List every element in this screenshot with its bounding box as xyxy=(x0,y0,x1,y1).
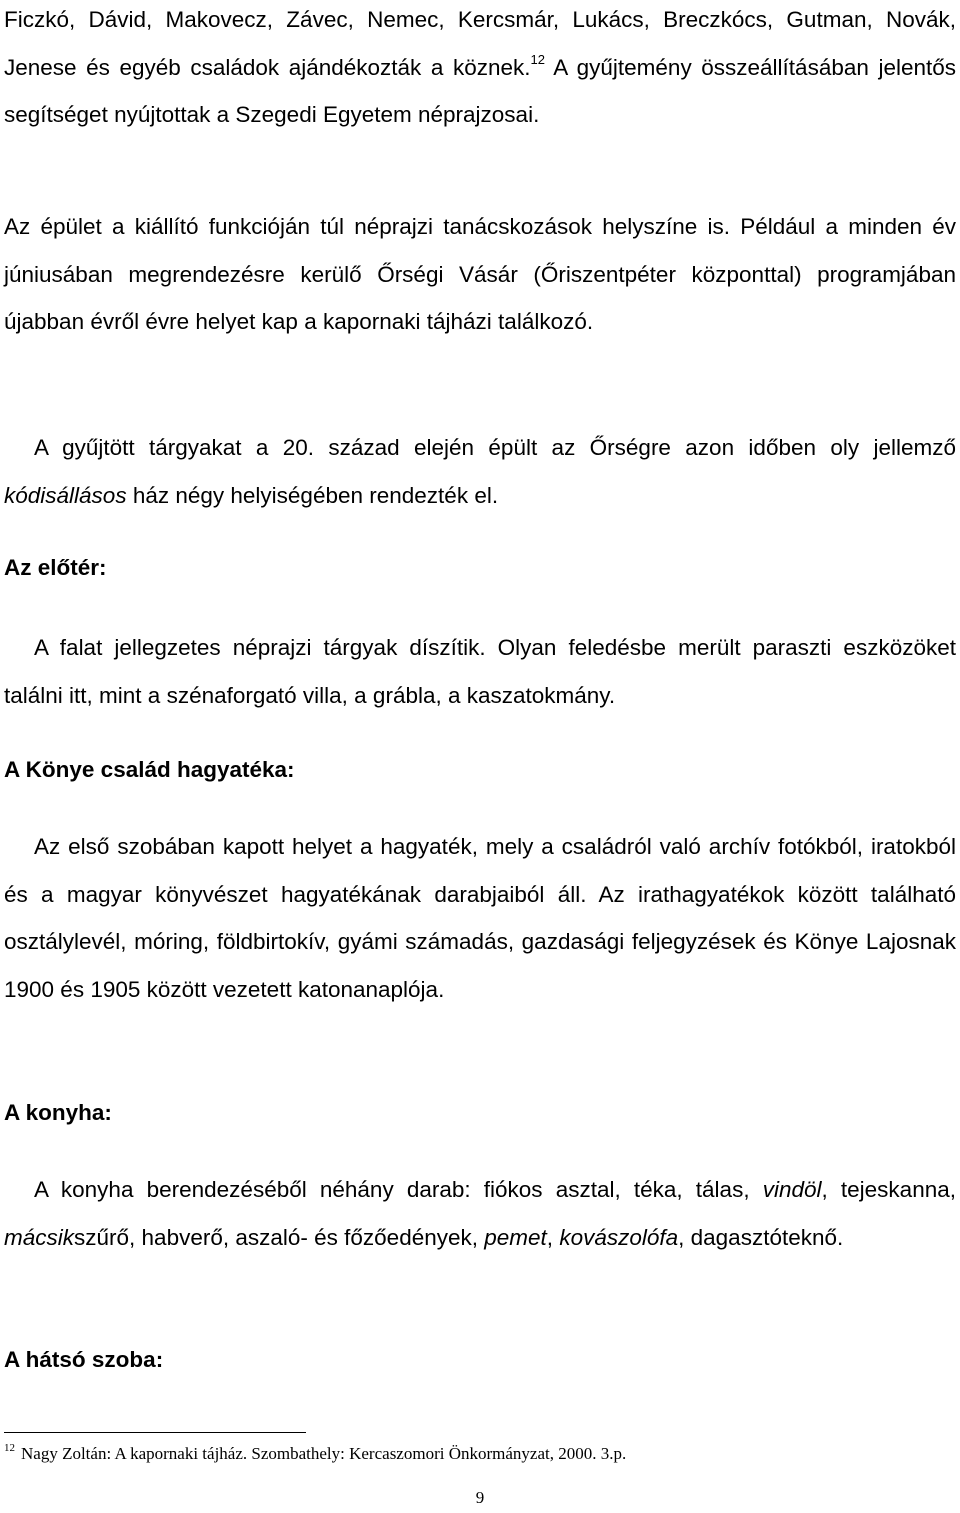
footnote-text: Nagy Zoltán: A kapornaki tájház. Szombathely: Kercaszomori Önkormányzat, 2000. 3.p. xyxy=(21,1444,627,1463)
heading-eloter: Az előtér: xyxy=(4,555,107,580)
paragraph-venue: Az épület a kiállító funkcióján túl néprajzi tanácskozások helyszíne is. Például a minden év júniusában megrendezésre kerülő Őrségi Vásár (Őriszentpéter központtal) programjában újabban évről évre helyet kap a kapornaki tájházi találkozó. xyxy=(4,214,956,335)
italic-term: pemet xyxy=(484,1224,547,1250)
paragraph-eloter: A falat jellegzetes néprajzi tárgyak díszítik. Olyan feledésbe merült paraszti eszközöket találni itt, mint a szénaforgató villa, a grábla, a kaszatokmány. xyxy=(4,635,956,708)
paragraph-konyha-text: , dagasztóteknő. xyxy=(678,1224,844,1250)
italic-term: kovászolófa xyxy=(559,1224,679,1250)
footnote xyxy=(4,1441,626,1467)
heading-hatso-szoba: A hátsó szoba: xyxy=(4,1347,164,1372)
heading-konye: A Könye család hagyatéka: xyxy=(4,757,295,782)
heading-konyha: A konyha: xyxy=(4,1100,112,1125)
page-number: 9 xyxy=(475,1488,485,1507)
paragraph-donors-text: Ficzkó, Dávid, Makovecz, Závec, Nemec, Kercsmár, Lukács, Breczkócs, Gutman, Novák, Jenese és egyéb családok ajándékozták a köznek. xyxy=(4,7,956,80)
paragraph-collection xyxy=(4,424,956,519)
italic-term: kódisállásos xyxy=(4,482,127,508)
paragraph-collection-text-cont: ház négy helyiségében rendezték el. xyxy=(126,482,499,508)
paragraph-konyha-text: szűrő, habverő, aszaló- és főzőedények, xyxy=(74,1224,485,1250)
paragraph-konyha-text: , xyxy=(546,1224,560,1250)
paragraph-donors xyxy=(4,0,956,139)
italic-term: vindöl xyxy=(762,1177,822,1202)
paragraph-konye: Az első szobában kapott helyet a hagyaték, mely a családról való archív fotókból, iratokból és a magyar könyvészet hagyatékának darabjaiból áll. Az irathagyatékok között található osztálylevél, móring, földbirtokív, gyámi számadás, gazdasági feljegyzések és Könye Lajosnak 1900 és 1905 között vezetett katonanaplója. xyxy=(4,834,956,1002)
paragraph-konyha-text: A konyha berendezéséből néhány darab: fiókos asztal, téka, tálas, xyxy=(34,1177,763,1202)
footnote-separator xyxy=(4,1432,306,1433)
footnote-number: 12 xyxy=(4,1442,15,1454)
paragraph-donors-text-cont: A gyűjtemény összeállításában jelentős segítséget nyújtottak a Szegedi Egyetem néprajzosai. xyxy=(4,54,956,128)
italic-term: mácsik xyxy=(4,1224,75,1250)
footnote-reference: 12 xyxy=(530,51,545,67)
paragraph-konyha-text: , tejeskanna, xyxy=(821,1177,956,1202)
paragraph-collection-text: A gyűjtött tárgyakat a 20. század elején épült az Őrségre azon időben oly jellemző xyxy=(34,435,956,460)
paragraph-konyha xyxy=(4,1166,956,1261)
